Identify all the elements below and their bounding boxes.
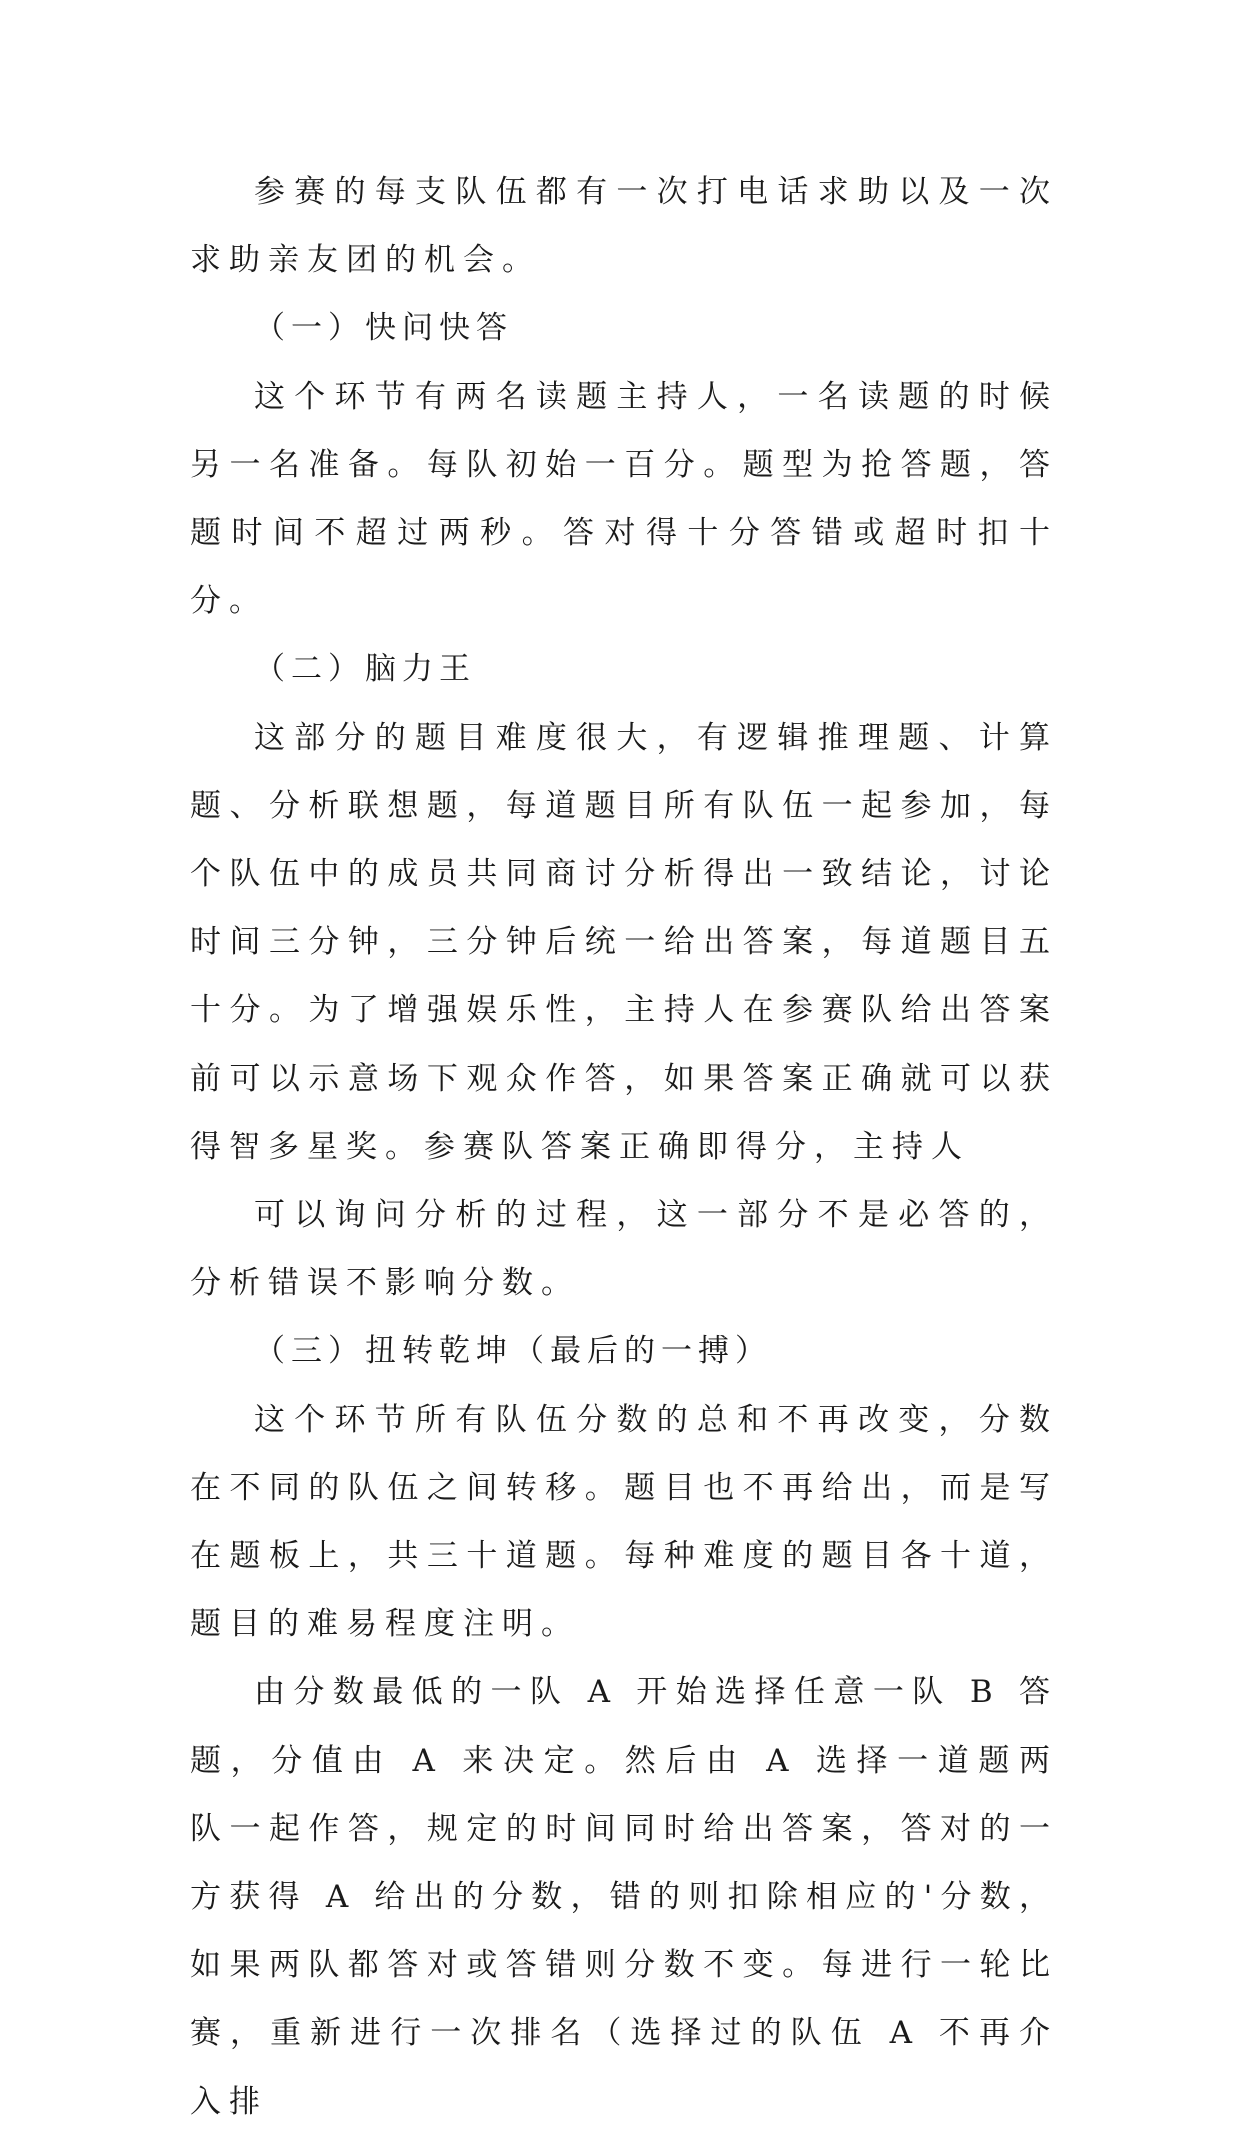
paragraph-brain-king-continued: 可以询问分析的过程，这一部分不是必答的，分析错误不影响分数。 xyxy=(190,1197,1058,1302)
paragraph-quick-qa: 这个环节有两名读题主持人，一名读题的时候另一名准备。每队初始一百分。题型为抢答题，答题时间不超过两秒。答对得十分答错或超时扣十分。 xyxy=(190,378,1058,620)
paragraph-brain-king: 这部分的题目难度很大，有逻辑推理题、计算题、分析联想题，每道题目所有队伍一起参加，每个队伍中的成员共同商讨分析得出一致结论，讨论时间三分钟，三分钟后统一给出答案，每道题目五十分。为了增强娱乐性，主持人在参赛队给出答案前可以示意场下观众作答，如果答案正确就可以获得智多星奖。参赛队答案正确即得分，主持人 xyxy=(190,719,1058,1165)
paragraph-turnaround-rules: 由分数最低的一队 A 开始选择任意一队 B 答题，分值由 A 来决定。然后由 A 选择一道题两队一起作答，规定的时间同时给出答案，答对的一方获得 A 给出的分数，错的则扣除相应的'分数，如果两队都答对或答错则分数不变。每进行一轮比赛，重新进行一次排名（选择过的队伍 A 不再介入排 xyxy=(190,1674,1058,2120)
paragraph-turnaround: 这个环节所有队伍分数的总和不再改变，分数在不同的队伍之间转移。题目也不再给出，而是写在题板上，共三十道题。每种难度的题目各十道，题目的难易程度注明。 xyxy=(190,1401,1058,1643)
section-heading-quick-qa: （一）快问快答 xyxy=(254,310,513,347)
document-body xyxy=(190,158,1058,2136)
section-heading-turnaround: （三）扭转乾坤（最后的一搏） xyxy=(254,1333,772,1370)
paragraph-help-options: 参赛的每支队伍都有一次打电话求助以及一次求助亲友团的机会。 xyxy=(190,174,1058,279)
section-heading-brain-king: （二）脑力王 xyxy=(254,651,476,688)
